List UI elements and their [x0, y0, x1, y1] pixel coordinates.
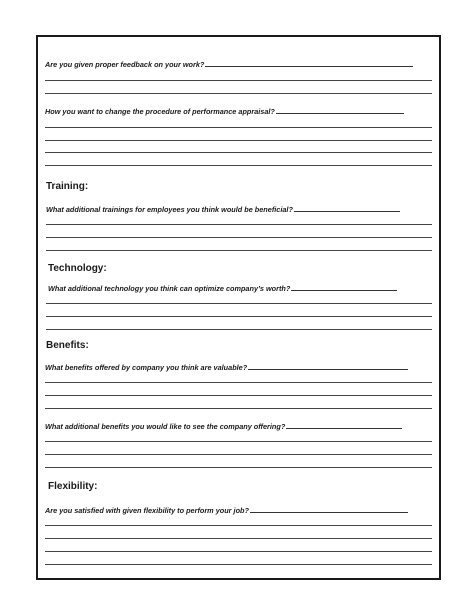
heading-training: Training:: [46, 181, 89, 192]
answer-line[interactable]: [46, 250, 432, 251]
answer-line[interactable]: [45, 441, 432, 442]
answer-line[interactable]: [248, 362, 408, 370]
answer-line[interactable]: [45, 395, 432, 396]
answer-line[interactable]: [46, 329, 432, 330]
answer-line[interactable]: [286, 421, 402, 429]
answer-line[interactable]: [45, 454, 432, 455]
heading-technology: Technology:: [48, 263, 107, 274]
question-benefits-valuable: [45, 362, 408, 372]
answer-line[interactable]: [45, 538, 432, 539]
answer-line[interactable]: [46, 237, 432, 238]
answer-line[interactable]: [45, 127, 432, 128]
question-text: What additional benefits you would like to see the company offering?: [45, 422, 286, 431]
form-border: [36, 35, 441, 580]
question-training: [46, 204, 400, 214]
answer-line[interactable]: [46, 224, 432, 225]
answer-line[interactable]: [45, 93, 432, 94]
answer-line[interactable]: [46, 316, 432, 317]
answer-line[interactable]: [45, 408, 432, 409]
answer-line[interactable]: [276, 106, 404, 114]
heading-benefits: Benefits:: [46, 340, 89, 351]
answer-line[interactable]: [205, 59, 413, 67]
question-text: What additional technology you think can optimize company’s worth?: [48, 284, 291, 293]
answer-line[interactable]: [250, 505, 408, 513]
answer-line[interactable]: [294, 204, 400, 212]
question-text: Are you satisfied with given flexibility to perform your job?: [45, 506, 249, 515]
answer-line[interactable]: [291, 283, 397, 291]
answer-line[interactable]: [45, 382, 432, 383]
question-text: What benefits offered by company you think are valuable?: [45, 363, 248, 372]
answer-line[interactable]: [45, 467, 432, 468]
question-flexibility: [45, 505, 408, 515]
answer-line[interactable]: [45, 564, 432, 565]
question-text: What additional trainings for employees you think would be beneficial?: [46, 205, 293, 214]
question-text: Are you given proper feedback on your work?: [45, 60, 205, 69]
answer-line[interactable]: [45, 140, 432, 141]
question-text: How you want to change the procedure of performance appraisal?: [45, 107, 275, 116]
answer-line[interactable]: [45, 525, 432, 526]
answer-line[interactable]: [46, 303, 432, 304]
question-technology: [48, 283, 397, 293]
answer-line[interactable]: [45, 551, 432, 552]
answer-line[interactable]: [45, 165, 432, 166]
answer-line[interactable]: [45, 80, 432, 81]
question-benefits-additional: [45, 421, 402, 431]
heading-flexibility: Flexibility:: [48, 481, 98, 492]
answer-line[interactable]: [45, 152, 432, 153]
question-appraisal: [45, 106, 404, 116]
question-feedback: [45, 59, 413, 69]
